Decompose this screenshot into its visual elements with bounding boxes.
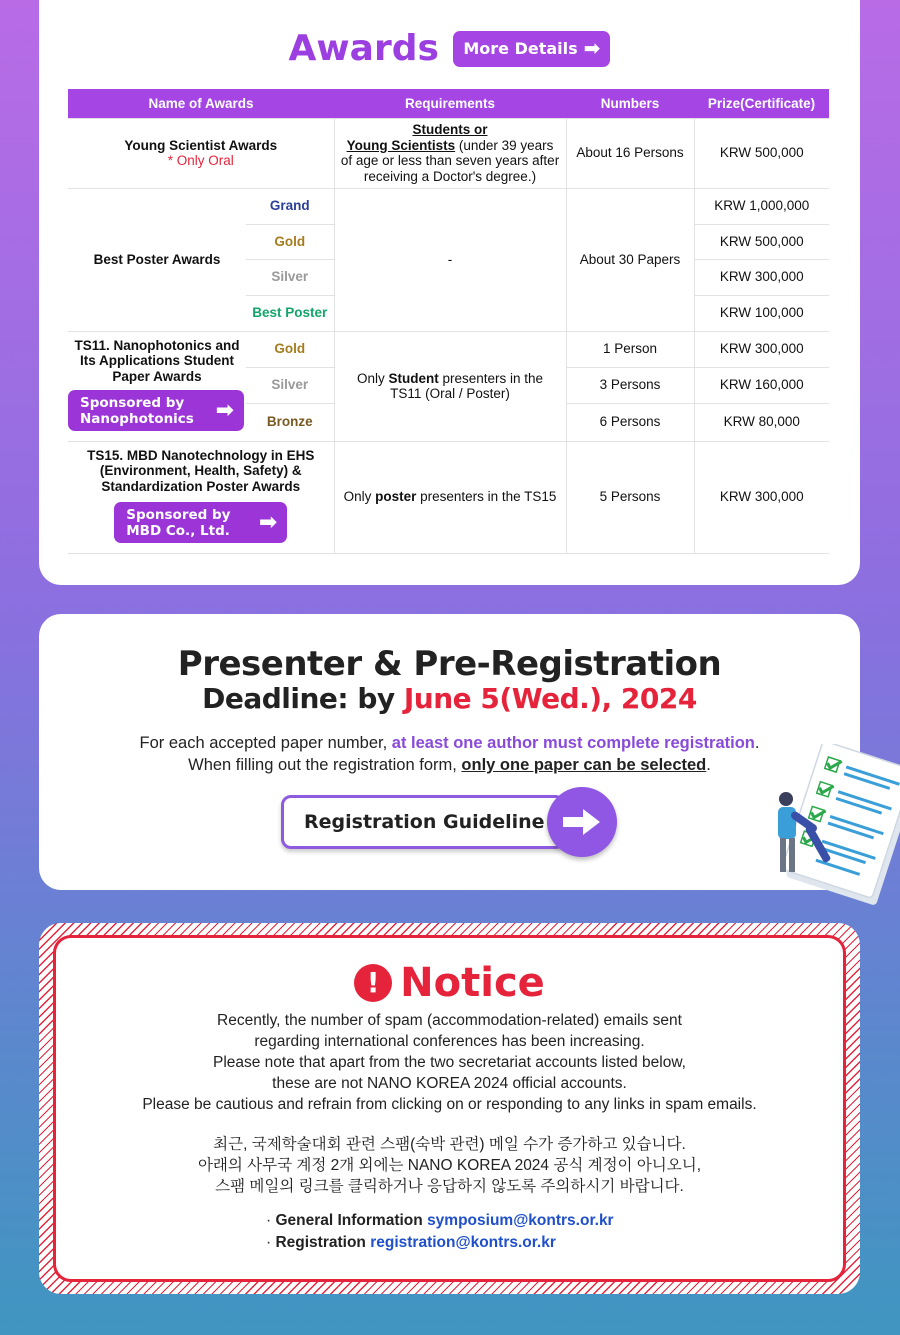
ts11-prize-silver: KRW 160,000 <box>694 367 829 403</box>
registration-deadline <box>39 682 860 715</box>
registration-guideline-button[interactable]: Registration Guideline <box>281 795 565 849</box>
ts11-name: TS11. Nanophotonics and Its Applications Student Paper Awards <box>74 337 240 384</box>
contacts-list <box>266 1210 614 1254</box>
ts15-req-pre: Only <box>343 489 376 505</box>
line2-pre: When filling out the registration form, <box>188 756 462 774</box>
poster-prize-silver: KRW 300,000 <box>694 259 829 295</box>
more-details-button[interactable] <box>453 31 610 67</box>
table-row <box>68 441 829 553</box>
arrow-right-icon: ➡ <box>583 35 601 60</box>
table-row <box>68 331 829 367</box>
contact-email-link[interactable]: registration@kontrs.or.kr <box>370 1234 556 1251</box>
notice-en-line: Please be cautious and refrain from clicking on or responding to any links in spam emails. <box>142 1096 757 1113</box>
arrow-right-icon: ➡ <box>215 397 234 423</box>
notice-en-line: these are not NANO KOREA 2024 official accounts. <box>272 1075 627 1092</box>
notice-ko-line: 스팸 메일의 링크를 클릭하거나 응답하지 않도록 주의하시기 바랍니다. <box>215 1178 684 1195</box>
line1-highlight: at least one author must complete registration <box>391 734 755 752</box>
young-prize: KRW 500,000 <box>694 118 829 188</box>
young-req-rest: (under 39 years of age or less than seven years after receiving a Doctor's degree.) <box>340 137 560 184</box>
header-requirements: Requirements <box>334 89 566 118</box>
young-note: * Only Oral <box>167 153 234 168</box>
ts15-name-cell <box>68 441 334 553</box>
contact-email-link[interactable]: symposium@kontrs.or.kr <box>427 1212 614 1229</box>
notice-en-line: Please note that apart from the two secretariat accounts listed below, <box>212 1054 686 1071</box>
deadline-date: June 5(Wed.), 2024 <box>403 682 697 715</box>
notice-ko-line: 아래의 사무국 계정 2개 외에는 NANO KOREA 2024 공식 계정이 아니오니, <box>197 1157 702 1174</box>
header-prize: Prize(Certificate) <box>694 89 829 118</box>
arrow-right-icon <box>563 807 601 837</box>
young-numbers: About 16 Persons <box>566 118 694 188</box>
ts11-prize-bronze: KRW 80,000 <box>694 403 829 441</box>
checklist-illustration-icon <box>734 744 900 914</box>
line1-pre: For each accepted paper number, <box>139 734 392 752</box>
notice-ko-line: 최근, 국제학술대회 관련 스팸(숙박 관련) 메일 수가 증가하고 있습니다. <box>213 1136 686 1153</box>
notice-title <box>56 960 843 1006</box>
awards-title: Awards <box>288 28 439 69</box>
awards-table <box>68 89 829 554</box>
header-name: Name of Awards <box>68 89 334 118</box>
young-name: Young Scientist Awards <box>124 137 278 153</box>
young-req-line1: Students or <box>412 122 488 137</box>
notice-korean <box>56 1134 843 1197</box>
ts11-sponsor-line2: Nanophotonics <box>80 411 194 427</box>
table-row <box>68 188 829 224</box>
registration-card <box>39 614 860 890</box>
ts15-sponsor-badge[interactable] <box>114 502 287 543</box>
poster-numbers: About 30 Papers <box>566 188 694 331</box>
young-requirements <box>334 118 566 188</box>
ts11-req-pre: Only <box>356 370 389 386</box>
notice-en-line: Recently, the number of spam (accommodation-related) emails sent <box>217 1012 682 1029</box>
notice-inner <box>53 935 846 1282</box>
poster-level-best: Best Poster <box>246 295 334 331</box>
ts11-requirements <box>334 331 566 441</box>
contact-label: General Information <box>275 1212 423 1229</box>
ts11-name-cell <box>68 331 246 441</box>
ts15-prize: KRW 300,000 <box>694 441 829 553</box>
ts11-level-silver: Silver <box>246 367 334 403</box>
ts15-numbers: 5 Persons <box>566 441 694 553</box>
ts11-sponsor-line1: Sponsored by <box>80 395 185 411</box>
ts11-sponsor-badge[interactable] <box>68 390 244 431</box>
registration-title: Presenter & Pre-Registration <box>177 644 722 684</box>
poster-prize-best: KRW 100,000 <box>694 295 829 331</box>
young-name-cell <box>68 118 334 188</box>
list-item: · Registration registration@kontrs.or.kr <box>266 1234 556 1251</box>
poster-name: Best Poster Awards <box>68 188 246 331</box>
alert-icon: ! <box>354 964 392 1002</box>
notice-english <box>56 1010 843 1115</box>
deadline-prefix: Deadline: by <box>202 682 404 715</box>
list-item: · General Information symposium@kontrs.or.kr <box>266 1212 614 1229</box>
contact-label: Registration <box>275 1234 366 1251</box>
line1-post: . <box>754 734 760 752</box>
ts11-req-bold: Student <box>388 370 439 386</box>
poster-prize-grand: KRW 1,000,000 <box>694 188 829 224</box>
table-header-row <box>68 89 829 118</box>
ts11-prize-gold: KRW 300,000 <box>694 331 829 367</box>
arrow-right-icon: ➡ <box>258 509 278 535</box>
more-details-label: More Details <box>463 38 578 58</box>
ts11-numbers-silver: 3 Persons <box>566 367 694 403</box>
ts15-sponsor-line1: Sponsored by <box>126 507 231 523</box>
line2-post: . <box>706 756 711 774</box>
notice-card <box>39 923 860 1294</box>
notice-en-line: regarding international conferences has been increasing. <box>254 1033 645 1050</box>
poster-requirements: - <box>334 188 566 331</box>
ts15-req-post: presenters in the TS15 <box>416 489 557 505</box>
line2-underline: only one paper can be selected <box>461 756 707 774</box>
ts11-numbers-bronze: 6 Persons <box>566 403 694 441</box>
table-row <box>68 118 829 188</box>
ts11-level-bronze: Bronze <box>246 403 334 441</box>
awards-header <box>39 28 860 69</box>
poster-level-gold: Gold <box>246 224 334 259</box>
ts11-numbers-gold: 1 Person <box>566 331 694 367</box>
ts15-requirements <box>334 441 566 553</box>
ts15-req-bold: poster <box>375 489 417 505</box>
registration-guideline-arrow-button[interactable] <box>547 787 617 857</box>
ts11-level-gold: Gold <box>246 331 334 367</box>
awards-card <box>39 0 860 585</box>
poster-level-silver: Silver <box>246 259 334 295</box>
notice-title-text: Notice <box>400 960 545 1006</box>
header-numbers: Numbers <box>566 89 694 118</box>
young-req-underlined: Young Scientists <box>346 137 456 153</box>
poster-level-grand: Grand <box>246 188 334 224</box>
ts15-sponsor-line2: MBD Co., Ltd. <box>126 523 230 539</box>
poster-prize-gold: KRW 500,000 <box>694 224 829 259</box>
ts15-name: TS15. MBD Nanotechnology in EHS (Environment, Health, Safety) & Standardization Poster Awards <box>87 447 315 494</box>
ts11-req-post: presenters in the TS11 (Oral / Poster) <box>390 370 544 401</box>
